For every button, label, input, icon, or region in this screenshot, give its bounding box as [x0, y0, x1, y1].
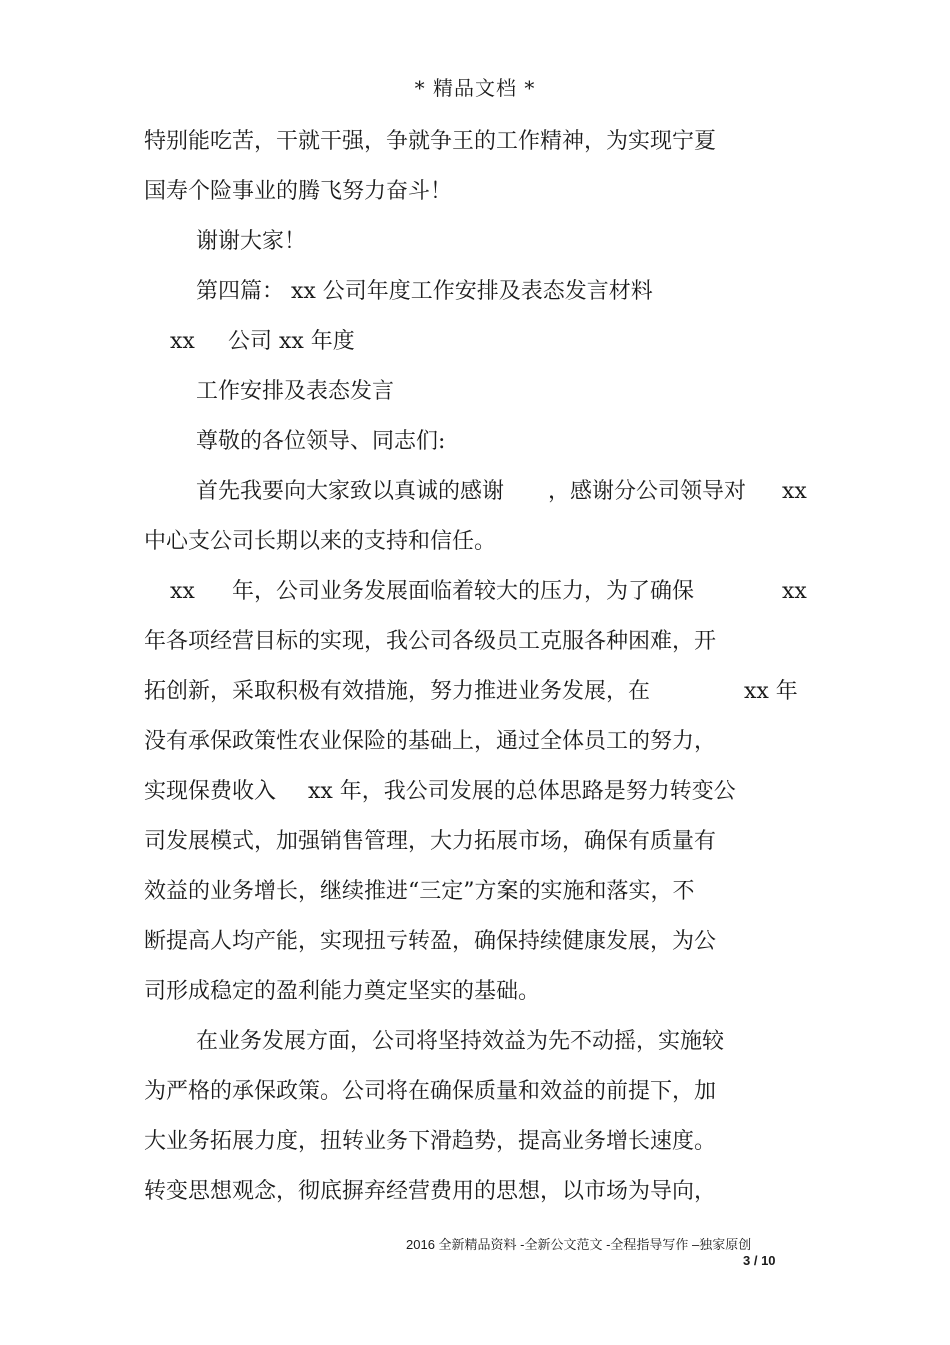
body-line: 实现保费收入 [144, 779, 277, 804]
page-number: 3 / 10 [743, 1253, 776, 1268]
section-heading: 第四篇： xx 公司年度工作安排及表态发言材料 [196, 279, 653, 304]
body-line: 在业务发展方面，公司将坚持效益为先不动摇，实施较 [196, 1029, 725, 1054]
body-fragment: xx [782, 479, 807, 504]
body-line: xx 年，我公司发展的总体思路是努力转变公 [308, 779, 736, 804]
body-fragment: xx 年 [744, 679, 798, 704]
salutation: 尊敬的各位领导、同志们: [196, 429, 446, 454]
body-line: 断提高人均产能，实现扭亏转盈，确保持续健康发展，为公 [144, 929, 717, 954]
page-footer: 2016 全新精品资料 -全新公文范文 -全程指导写作 –独家原创 [406, 1237, 752, 1252]
body-line: 公司 xx 年度 [228, 329, 355, 354]
body-line: 谢谢大家！ [196, 229, 307, 254]
body-fragment: xx [782, 579, 807, 604]
body-line: 年各项经营目标的实现，我公司各级员工克服各种困难，开 [144, 629, 717, 654]
body-fragment: xx [170, 329, 195, 354]
body-fragment: xx [170, 579, 195, 604]
body-fragment: ，感谢分公司领导对 [548, 479, 747, 504]
body-line: 首先我要向大家致以真诚的感谢 [196, 479, 505, 504]
body-line: 没有承保政策性农业保险的基础上，通过全体员工的努力， [144, 729, 717, 754]
body-line: 大业务拓展力度，扭转业务下滑趋势，提高业务增长速度。 [144, 1129, 717, 1154]
body-line: 中心支公司长期以来的支持和信任。 [144, 529, 497, 554]
body-line: 为严格的承保政策。公司将在确保质量和效益的前提下，加 [144, 1079, 717, 1104]
body-line: 效益的业务增长，继续推进“三定”方案的实施和落实，不 [144, 879, 695, 904]
body-line: 司发展模式，加强销售管理，大力拓展市场，确保有质量有 [144, 829, 717, 854]
body-line: 拓创新，采取积极有效措施，努力推进业务发展，在 [144, 679, 651, 704]
body-line: 转变思想观念，彻底摒弃经营费用的思想，以市场为导向， [144, 1179, 717, 1204]
body-line: 特别能吃苦，干就干强，争就争王的工作精神，为实现宁夏 [144, 129, 717, 154]
body-line: 司形成稳定的盈利能力奠定坚实的基础。 [144, 979, 541, 1004]
page-header: * 精品文档 * [414, 76, 536, 100]
body-line: 工作安排及表态发言 [196, 379, 395, 404]
body-line: 年，公司业务发展面临着较大的压力，为了确保 [232, 579, 695, 604]
body-line: 国寿个险事业的腾飞努力奋斗！ [144, 179, 453, 204]
